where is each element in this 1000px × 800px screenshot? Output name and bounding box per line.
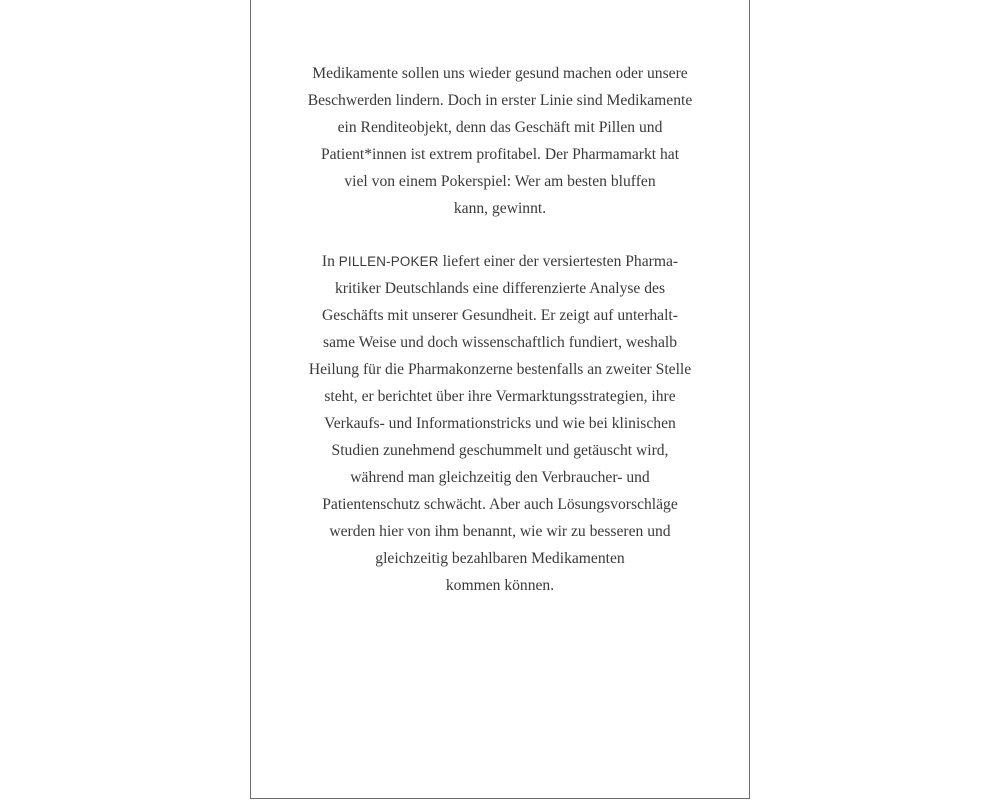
back-cover-page (250, 0, 750, 799)
blurb-line: viel von einem Pokerspiel: Wer am besten bluffen (344, 173, 656, 190)
blurb-line: Medikamente sollen uns wieder gesund machen oder unsere (312, 65, 688, 82)
blurb-line: werden hier von ihm benannt, wie wir zu besseren und (329, 523, 671, 540)
blurb-line: steht, er berichtet über ihre Vermarktungsstrategien, ihre (324, 388, 676, 405)
blurb-line-with-title (251, 252, 749, 272)
book-title: PILLEN-POKER (338, 254, 439, 269)
blurb-line: Geschäfts mit unserer Gesundheit. Er zeigt auf unterhalt- (322, 307, 678, 324)
blurb-line: kritiker Deutschlands eine differenzierte Analyse des (334, 280, 666, 297)
blurb-line: Patient*innen ist extrem profitabel. Der Pharmamarkt hat (320, 146, 680, 163)
blurb-line: Heilung für die Pharmakonzerne bestenfalls an zweiter Stelle (308, 361, 692, 378)
blurb-line: Patientenschutz schwächt. Aber auch Lösungsvorschläge (322, 496, 678, 513)
blurb-line: kann, gewinnt. (453, 200, 547, 217)
blurb-line: gleichzeitig bezahlbaren Medikamenten (375, 550, 625, 567)
blurb-line: kommen können. (445, 577, 555, 594)
blurb-line: Studien zunehmend geschummelt und getäuscht wird, (331, 442, 669, 459)
blurb-line: ein Renditeobjekt, denn das Geschäft mit Pillen und (337, 119, 663, 136)
blurb-line: Verkaufs- und Informationstricks und wie bei klinischen (324, 415, 676, 432)
blurb-line: während man gleichzeitig den Verbraucher- und (350, 469, 650, 486)
blurb-text: In (321, 253, 339, 270)
blurb-line: Beschwerden lindern. Doch in erster Linie sind Medikamente (307, 92, 693, 109)
blurb-text: liefert einer der versiertesten Pharma- (438, 253, 679, 270)
blurb-line: same Weise und doch wissenschaftlich fundiert, weshalb (323, 334, 677, 351)
